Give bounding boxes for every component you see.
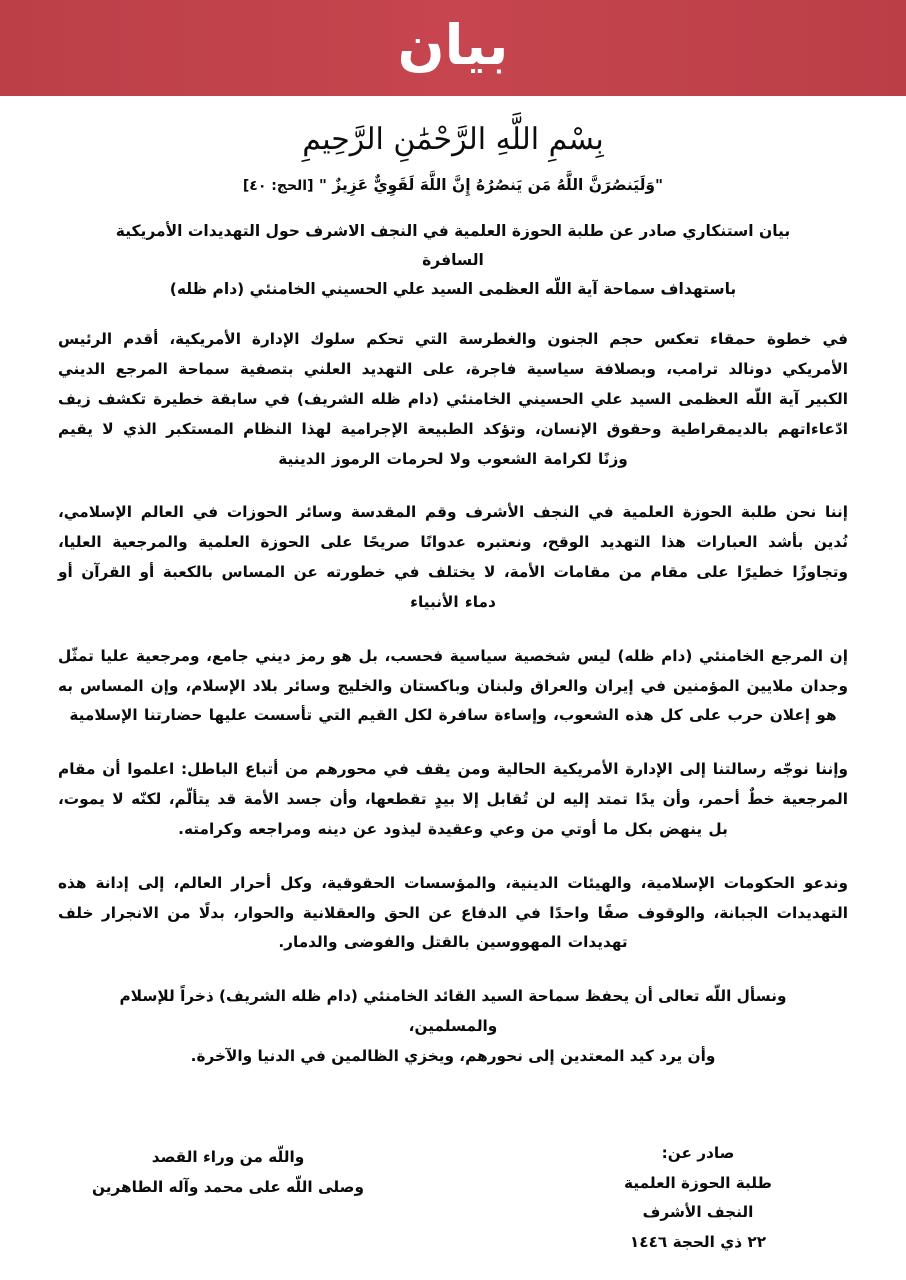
closing-supplication [83,982,823,1071]
subtitle-line-1: بيان استنكاري صادر عن طلبة الحوزة العلمية في النجف الاشرف حول التهديدات الأمريكية السافرة [115,222,791,269]
paragraph-1: في خطوة حمقاء تعكس حجم الجنون والغطرسة التي تحكم سلوك الإدارة الأمريكية، أقدم الرئيس الأمريكي دونالد ترامب، وبصلافة سياسية فاجرة، على التهديد العلني بتصفية سماحة المرجع الديني الكبير آية اللّه العظمى السيد علي الحسيني الخامنئي (دام ظله الشريف) في سابقة خطيرة تكشف زيف ادّعاءاتهم بالديمقراطية وحقوق الإنسان، وتؤكد الطبيعة الإجرامية لهذا النظام المستكبر الذي لا يقيم وزنًا لكرامة الشعوب ولا لحرمات الرموز الدينية [58,330,848,468]
signature-block-left [548,1139,848,1258]
subtitle-line-2: باستهداف سماحة آية اللّه العظمى السيد علي الحسيني الخامنئي (دام ظله) [169,279,737,298]
signature-area [0,1125,906,1280]
closing-blessing-line-2: وصلى اللّه على محمد وآله الطاهرين [92,1177,364,1196]
signature-block-right [58,1139,398,1203]
issuer-organization: طلبة الحوزة العلمية [624,1173,772,1192]
issue-date: ٢٢ ذي الحجة ١٤٤٦ [629,1233,767,1252]
paragraph-3: إن المرجع الخامنئي (دام ظله) ليس شخصية سياسية فحسب، بل هو رمز ديني جامع، ومرجعية عليا تمثّل وجدان ملايين المؤمنين في إيران والعراق ولبنان وباكستان والخليج وسائر بلاد الإسلام، وإن المساس به هو إعلان حرب على كل هذه الشعوب، وإساءة سافرة لكل القيم التي تأسست عليها حضارتنا الإسلامية [58,646,848,725]
closing-line-2: وأن يرد كيد المعتدين إلى نحورهم، ويخزي الظالمين في الدنيا والآخرة. [190,1046,716,1065]
closing-blessing-line-1: واللّه من وراء القصد [151,1147,305,1166]
issuer-location: النجف الأشرف [642,1203,754,1222]
basmala-calligraphy: بِسْمِ اللَّهِ الرَّحْمَٰنِ الرَّحِيمِ [302,122,604,157]
closing-line-1: ونسأل اللّه تعالى أن يحفظ سماحة السيد القائد الخامنئي (دام ظله الشريف) ذخراً للإسلام والمسلمين، [119,987,787,1036]
document-body [0,96,906,1125]
paragraph-4: وإننا نوجّه رسالتنا إلى الإدارة الأمريكية الحالية ومن يقف في محورهم من أتباع الباطل: اعلموا أن مقام المرجعية خطٌ أحمر، وأن يدًا تمتد إليه لن تُقابل إلا بيدٍ تقطعها، وأن جسد الأمة قد يتألّم، لكنّه لا يموت، بل ينهض بكل ما أوتي من وعي وعقيدة ليذود عن دينه ومراجعه وكرامته. [58,760,848,838]
verse-reference: [الحج: ٤٠] [242,177,314,194]
paragraph-5: وندعو الحكومات الإسلامية، والهيئات الدينية، والمؤسسات الحقوقية، وكل أحرار العالم، إلى إدانة هذه التهديدات الجبانة، والوقوف صفًا واحدًا في الدفاع عن الحق والعقلانية والحوار، بدلًا من الانجرار خلف تهديدات المهووسين بالقتل والفوضى والدمار. [58,873,848,952]
issuer-label: صادر عن: [661,1143,735,1162]
page-title: بيان [397,12,509,77]
verse-text: "وَلَيَنصُرَنَّ اللَّهُ مَن يَنصُرُهُ إِنَّ اللَّهَ لَقَوِيٌّ عَزِيزٌ " [318,175,664,194]
header-banner [0,0,906,96]
quran-verse [58,173,848,198]
document-subtitle [93,217,813,303]
paragraph-2: إننا نحن طلبة الحوزة العلمية في النجف الأشرف وقم المقدسة وسائر الحوزات في العالم الإسلامي، نُدين بأشد العبارات هذا التهديد الوقح، ونعتبره عدوانًا صريحًا على الحوزة العلمية والمرجعية العليا، وتجاوزًا خطيرًا على مقام من مقامات الأمة، لا يختلف في خطورته عن المساس بالكعبة أو القرآن أو دماء الأنبياء [58,503,848,611]
